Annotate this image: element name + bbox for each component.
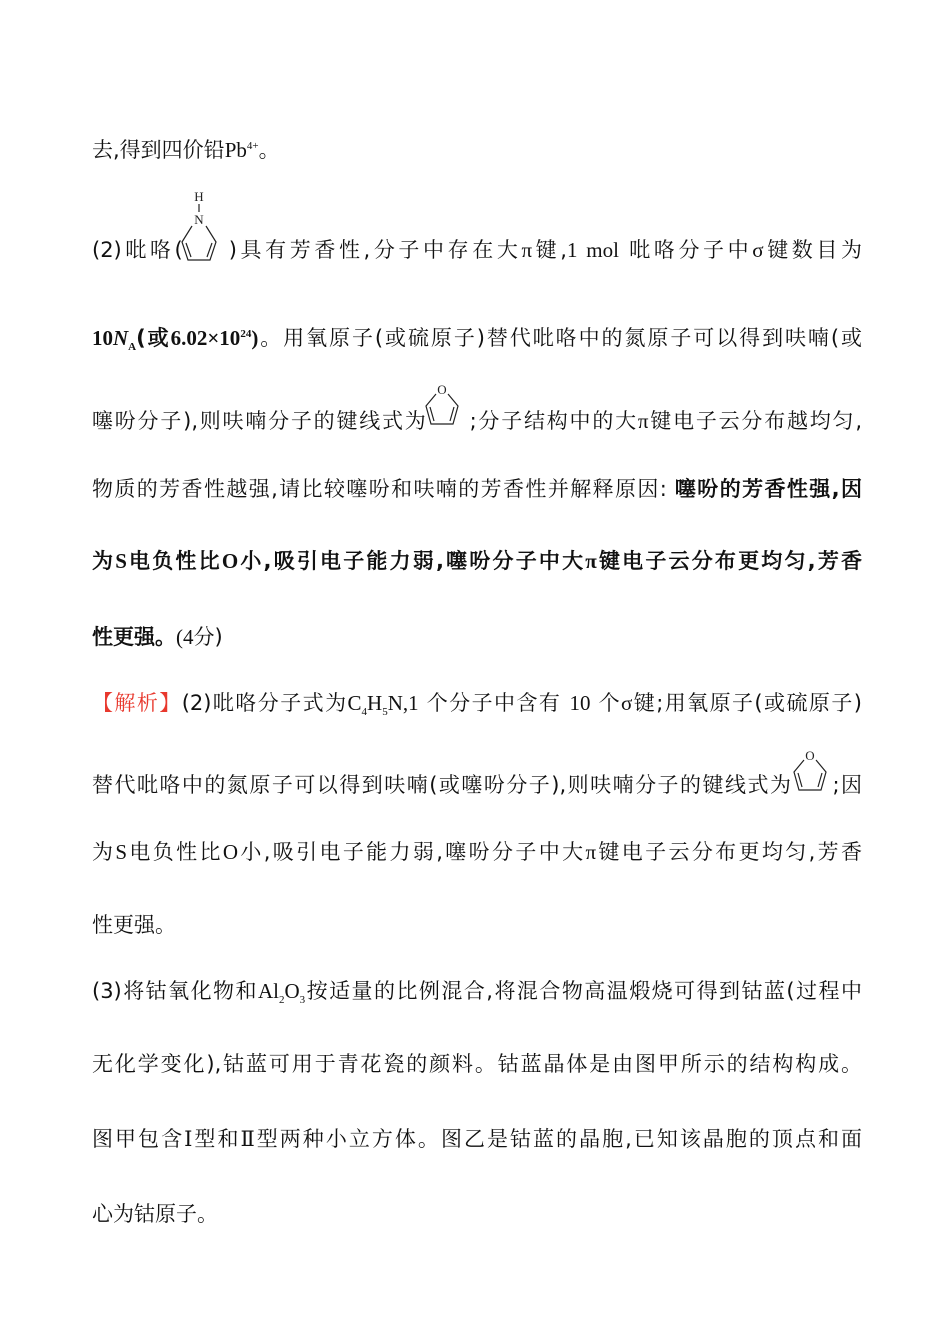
analysis-line-1: 【解析】(2)吡咯分子式为$C_4H_5N,1$ 个分子中含有 10 个σ键;用氧原子(或硫原子) — [92, 691, 862, 719]
text-line-8: (3)将钴氧化物和$Al_2O_3$按适量的比例混合,将混合物高温煅烧可得到钴蓝(过程中 — [92, 979, 863, 1007]
text-line-2: (2)吡咯( )具有芳香性,分子中存在大π键,1 mol 吡咯分子中σ键数目为 — [92, 238, 862, 262]
analysis-line-3: 为S电负性比O小,吸引电子能力弱,噻吩分子中大π键电子云分布更均匀,芳香 — [92, 840, 863, 864]
analysis-line-4: 性更强。 — [92, 913, 176, 937]
pyrrole-n-label: N — [194, 212, 204, 227]
pyrrole-h-label: H — [194, 189, 204, 204]
furan-o-label-2: O — [805, 748, 815, 763]
analysis-line-2: 替代吡咯中的氮原子可以得到呋喃(或噻吩分子),则呋喃分子的键线式为 ;因 — [92, 773, 862, 797]
text-line-1: 去,得到四价铅$Pb^{4+}$。 — [92, 138, 280, 162]
text-line-4: 噻吩分子),则呋喃分子的键线式为 ;分子结构中的大π键电子云分布越均匀, — [92, 409, 862, 433]
text-line-7: 性更强。(4分) — [92, 625, 223, 649]
text-line-3: $10N_A$(或$6.02\times 10^{24}$)。用氧原子(或硫原子)替代吡咯中的氮原子可以得到呋喃(或 — [92, 326, 862, 354]
furan-o-label: O — [437, 382, 447, 397]
text-line-6: 为S电负性比O小,吸引电子能力弱,噻吩分子中大π键电子云分布更均匀,芳香 — [92, 549, 863, 573]
text-line-5: 物质的芳香性越强,请比较噻吩和呋喃的芳香性并解释原因: 噻吩的芳香性强,因 — [92, 477, 863, 501]
text-line-11: 心为钴原子。 — [92, 1202, 218, 1226]
analysis-tag: 【解析】 — [92, 691, 182, 715]
text-line-10: 图甲包含Ⅰ型和Ⅱ型两种小立方体。图乙是钴蓝的晶胞,已知该晶胞的顶点和面 — [92, 1127, 863, 1151]
text-line-9: 无化学变化),钴蓝可用于青花瓷的颜料。钴蓝晶体是由图甲所示的结构构成。 — [92, 1052, 862, 1076]
